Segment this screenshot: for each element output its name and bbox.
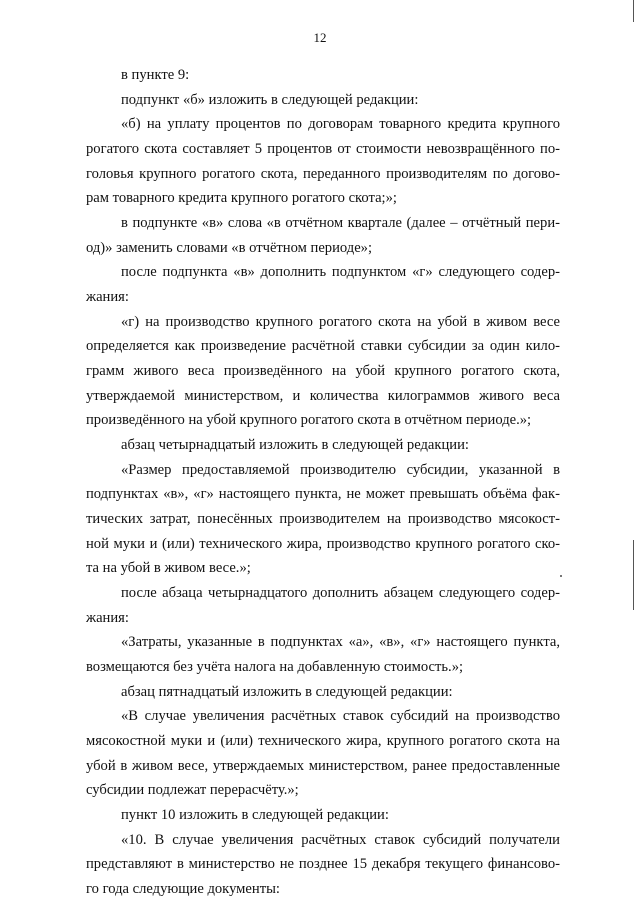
text-line: возмещаются без учёта налога на добавленную стоимость.»; <box>86 659 464 675</box>
text-line: «В случае увеличения расчётных ставок субсидий на производство <box>121 708 560 724</box>
text-line: рогатого скота составляет 5 процентов от стоимости невозвращённого по- <box>86 141 560 157</box>
text-line: «б) на уплату процентов по договорам товарного кредита крупного <box>121 116 560 132</box>
scan-dot-mark <box>560 575 562 577</box>
text-line: мясокостной муки и (или) технического жира, крупного рогатого скота на <box>86 733 560 749</box>
text-line: головья крупного рогатого скота, переданного производителям по догово- <box>86 166 560 182</box>
text-line: «г) на производство крупного рогатого скота на убой в живом весе <box>121 314 560 330</box>
text-line: жания: <box>86 289 129 305</box>
text-line: подпунктах «в», «г» настоящего пункта, не может превышать объёма фак- <box>86 486 560 502</box>
text-line: убой в живом весе, утверждаемых министерством, ранее предоставленные <box>86 758 560 774</box>
text-line: грамм живого веса произведённого на убой крупного рогатого скота, <box>86 363 560 379</box>
page-number: 12 <box>313 30 327 45</box>
text-line: определяется как произведение расчётной ставки субсидии за один кило- <box>86 338 560 354</box>
text-line: в подпункте «в» слова «в отчётном квартале (далее – отчётный пери- <box>121 215 560 231</box>
text-line: «Затраты, указанные в подпунктах «а», «в», «г» настоящего пункта, <box>121 634 560 650</box>
text-line: субсидии подлежат перерасчёту.»; <box>86 782 299 798</box>
text-line: утверждаемой министерством, и количества килограммов живого веса <box>86 388 560 404</box>
text-line: «10. В случае увеличения расчётных ставок субсидий получатели <box>121 832 560 848</box>
text-line: го года следующие документы: <box>86 881 280 897</box>
scan-edge-mark <box>633 0 634 22</box>
text-line: та на убой в живом весе.»; <box>86 560 251 576</box>
text-line: жания: <box>86 610 129 626</box>
text-line: после абзаца четырнадцатого дополнить абзацем следующего содер- <box>121 585 560 601</box>
text-line: пункт 10 изложить в следующей редакции: <box>121 807 389 823</box>
text-line: од)» заменить словами «в отчётном периоде»; <box>86 240 373 256</box>
text-line: представляют в министерство не позднее 15 декабря текущего финансово- <box>86 856 560 872</box>
text-line: рам товарного кредита крупного рогатого скота;»; <box>86 190 397 206</box>
text-line: подпункт «б» изложить в следующей редакции: <box>121 92 419 108</box>
text-line: ной муки и (или) технического жира, производство крупного рогатого ско- <box>86 536 560 552</box>
text-line: абзац пятнадцатый изложить в следующей редакции: <box>121 684 453 700</box>
text-line: «Размер предоставляемой производителю субсидии, указанной в <box>121 462 560 478</box>
text-line: после подпункта «в» дополнить подпунктом «г» следующего содер- <box>121 264 560 280</box>
text-line: произведённого на убой крупного рогатого скота в отчётном периоде.»; <box>86 412 532 428</box>
text-line: абзац четырнадцатый изложить в следующей редакции: <box>121 437 469 453</box>
text-line: тических затрат, понесённых производителем на производство мясокост- <box>86 511 560 527</box>
scan-edge-mark <box>633 540 634 610</box>
text-line: в пункте 9: <box>121 67 190 83</box>
